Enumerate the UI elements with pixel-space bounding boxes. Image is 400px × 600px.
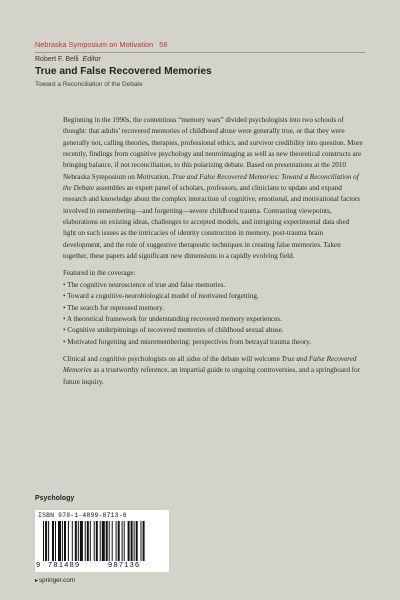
barcode-bar: [62, 521, 63, 561]
list-item: • The cognitive neuroscience of true and false memories.: [63, 280, 363, 291]
series-name: [35, 40, 167, 49]
barcode-bar: [52, 521, 54, 561]
barcode-bar: [78, 521, 79, 561]
description: [63, 115, 363, 394]
barcode-bar: [124, 521, 125, 561]
barcode-bar: [118, 521, 120, 561]
isbn-number: ISBN 978-1-4899-8713-6: [38, 512, 127, 519]
barcode-bar: [75, 521, 77, 561]
barcode-bar: [43, 521, 44, 561]
barcode-bar: [96, 521, 98, 561]
barcode-bar: [68, 521, 69, 561]
publisher-text: springer.com: [39, 577, 76, 584]
book-subtitle: Toward a Reconciliation of the Debate: [35, 81, 143, 88]
italic-title: True and False Recovered Memories: Toward a Reconciliation of the Debate: [63, 172, 359, 193]
barcode-bar: [122, 521, 123, 561]
header-rule: [35, 52, 365, 53]
publisher-url: [35, 577, 75, 584]
description-paragraph: [63, 115, 363, 262]
ean-right-group: 987136: [108, 560, 141, 569]
editor-name: Robert F. Belli: [35, 56, 79, 63]
barcode-bar: [80, 521, 83, 561]
barcode-bar: [85, 521, 86, 561]
barcode-bar: [72, 521, 73, 561]
barcode-bar: [90, 521, 91, 561]
ean-first-digit: 9: [36, 560, 41, 569]
barcode-bar: [87, 521, 89, 561]
closing-paragraph: [63, 354, 363, 388]
barcode-bar: [45, 521, 47, 561]
paragraph-text: assembles an expert panel of scholars, professors, and clinicians to update and expand research and knowledge about the complex interaction of cognitive, emotional, and motivational factors involved in remembering—and forgetting—severe childhood trauma. Contrasting viewpoints, elaborations on existing ideas, challenges to accepted models, and intriguing experimental data shed light on such issues as the intricacies of identity construction in memory, post-trauma brain development, and the role of suggestive therapeutic techniques in creating false memories. Taken together, these papers add significant new dimensions to a rapidly evolving field.: [63, 184, 361, 261]
featured-list: [63, 280, 363, 348]
featured-intro: Featured in the coverage:: [63, 269, 136, 278]
barcode-bar: [134, 521, 135, 561]
paragraph-text: Beginning in the 1990s, the contentious “memory wars” divided psychologists into two schools of thought: that adults’ recovered memories of childhood abuse were generally true, or that they were generally not, calling theories, therapies, professional ethics, and survivor credibility into question. More recently, findings from cognitive psychology and neuroimaging as well as new theoretical constructs are bringing balance, if not reconciliation, to this polarizing debate. Based on presentations at the 2010 Nebraska Symposium on Motivation,: [63, 116, 363, 181]
barcode-bar: [143, 521, 145, 561]
list-item: • A theoretical framework for understanding recovered memory experiences.: [63, 314, 363, 325]
barcode-bar: [109, 521, 110, 561]
barcode-bar: [94, 521, 95, 561]
book-title: True and False Recovered Memories: [35, 66, 212, 77]
barcode-bar: [100, 521, 101, 561]
category-label: Psychology: [35, 495, 75, 502]
series-title: Nebraska Symposium on Motivation: [35, 40, 154, 49]
barcode-bar: [131, 521, 133, 561]
barcode-bar: [112, 521, 113, 561]
barcode-bar: [55, 521, 56, 561]
editor-role: Editor: [82, 56, 101, 63]
editor-line: [35, 56, 101, 63]
barcode-bar: [106, 521, 108, 561]
barcode-bar: [128, 521, 130, 561]
italic-title: True and False Recovered Memories: [63, 354, 357, 375]
barcode-bar: [116, 521, 117, 561]
barcode-bar: [136, 521, 138, 561]
barcode-bar: [64, 521, 66, 561]
paragraph-text: as a trustworthy reference, an impartial guide to ongoing controversies, and a springboard for future inquiry.: [63, 366, 361, 386]
list-item: • The search for repressed memory.: [63, 303, 363, 314]
barcode-bar: [141, 521, 142, 561]
paragraph-text: Clinical and cognitive psychologists on all sides of the debate will welcome: [63, 354, 282, 363]
ean-left-group: 781489: [48, 560, 81, 569]
arrow-icon: ▸: [35, 578, 39, 584]
volume-number: 58: [159, 40, 168, 49]
barcode-bar: [102, 521, 105, 561]
barcode-bars: [43, 521, 161, 561]
list-item: • Cognitive underpinnings of recovered memories of childhood sexual abuse.: [63, 325, 363, 336]
list-item: • Motivated forgetting and misremembering: perspectives from betrayal trauma theory.: [63, 337, 363, 348]
barcode-bar: [58, 521, 61, 561]
barcode-bar: [48, 521, 49, 561]
barcode: [35, 510, 169, 572]
list-item: • Toward a cognitive-neurobiological model of motivated forgetting.: [63, 291, 363, 302]
